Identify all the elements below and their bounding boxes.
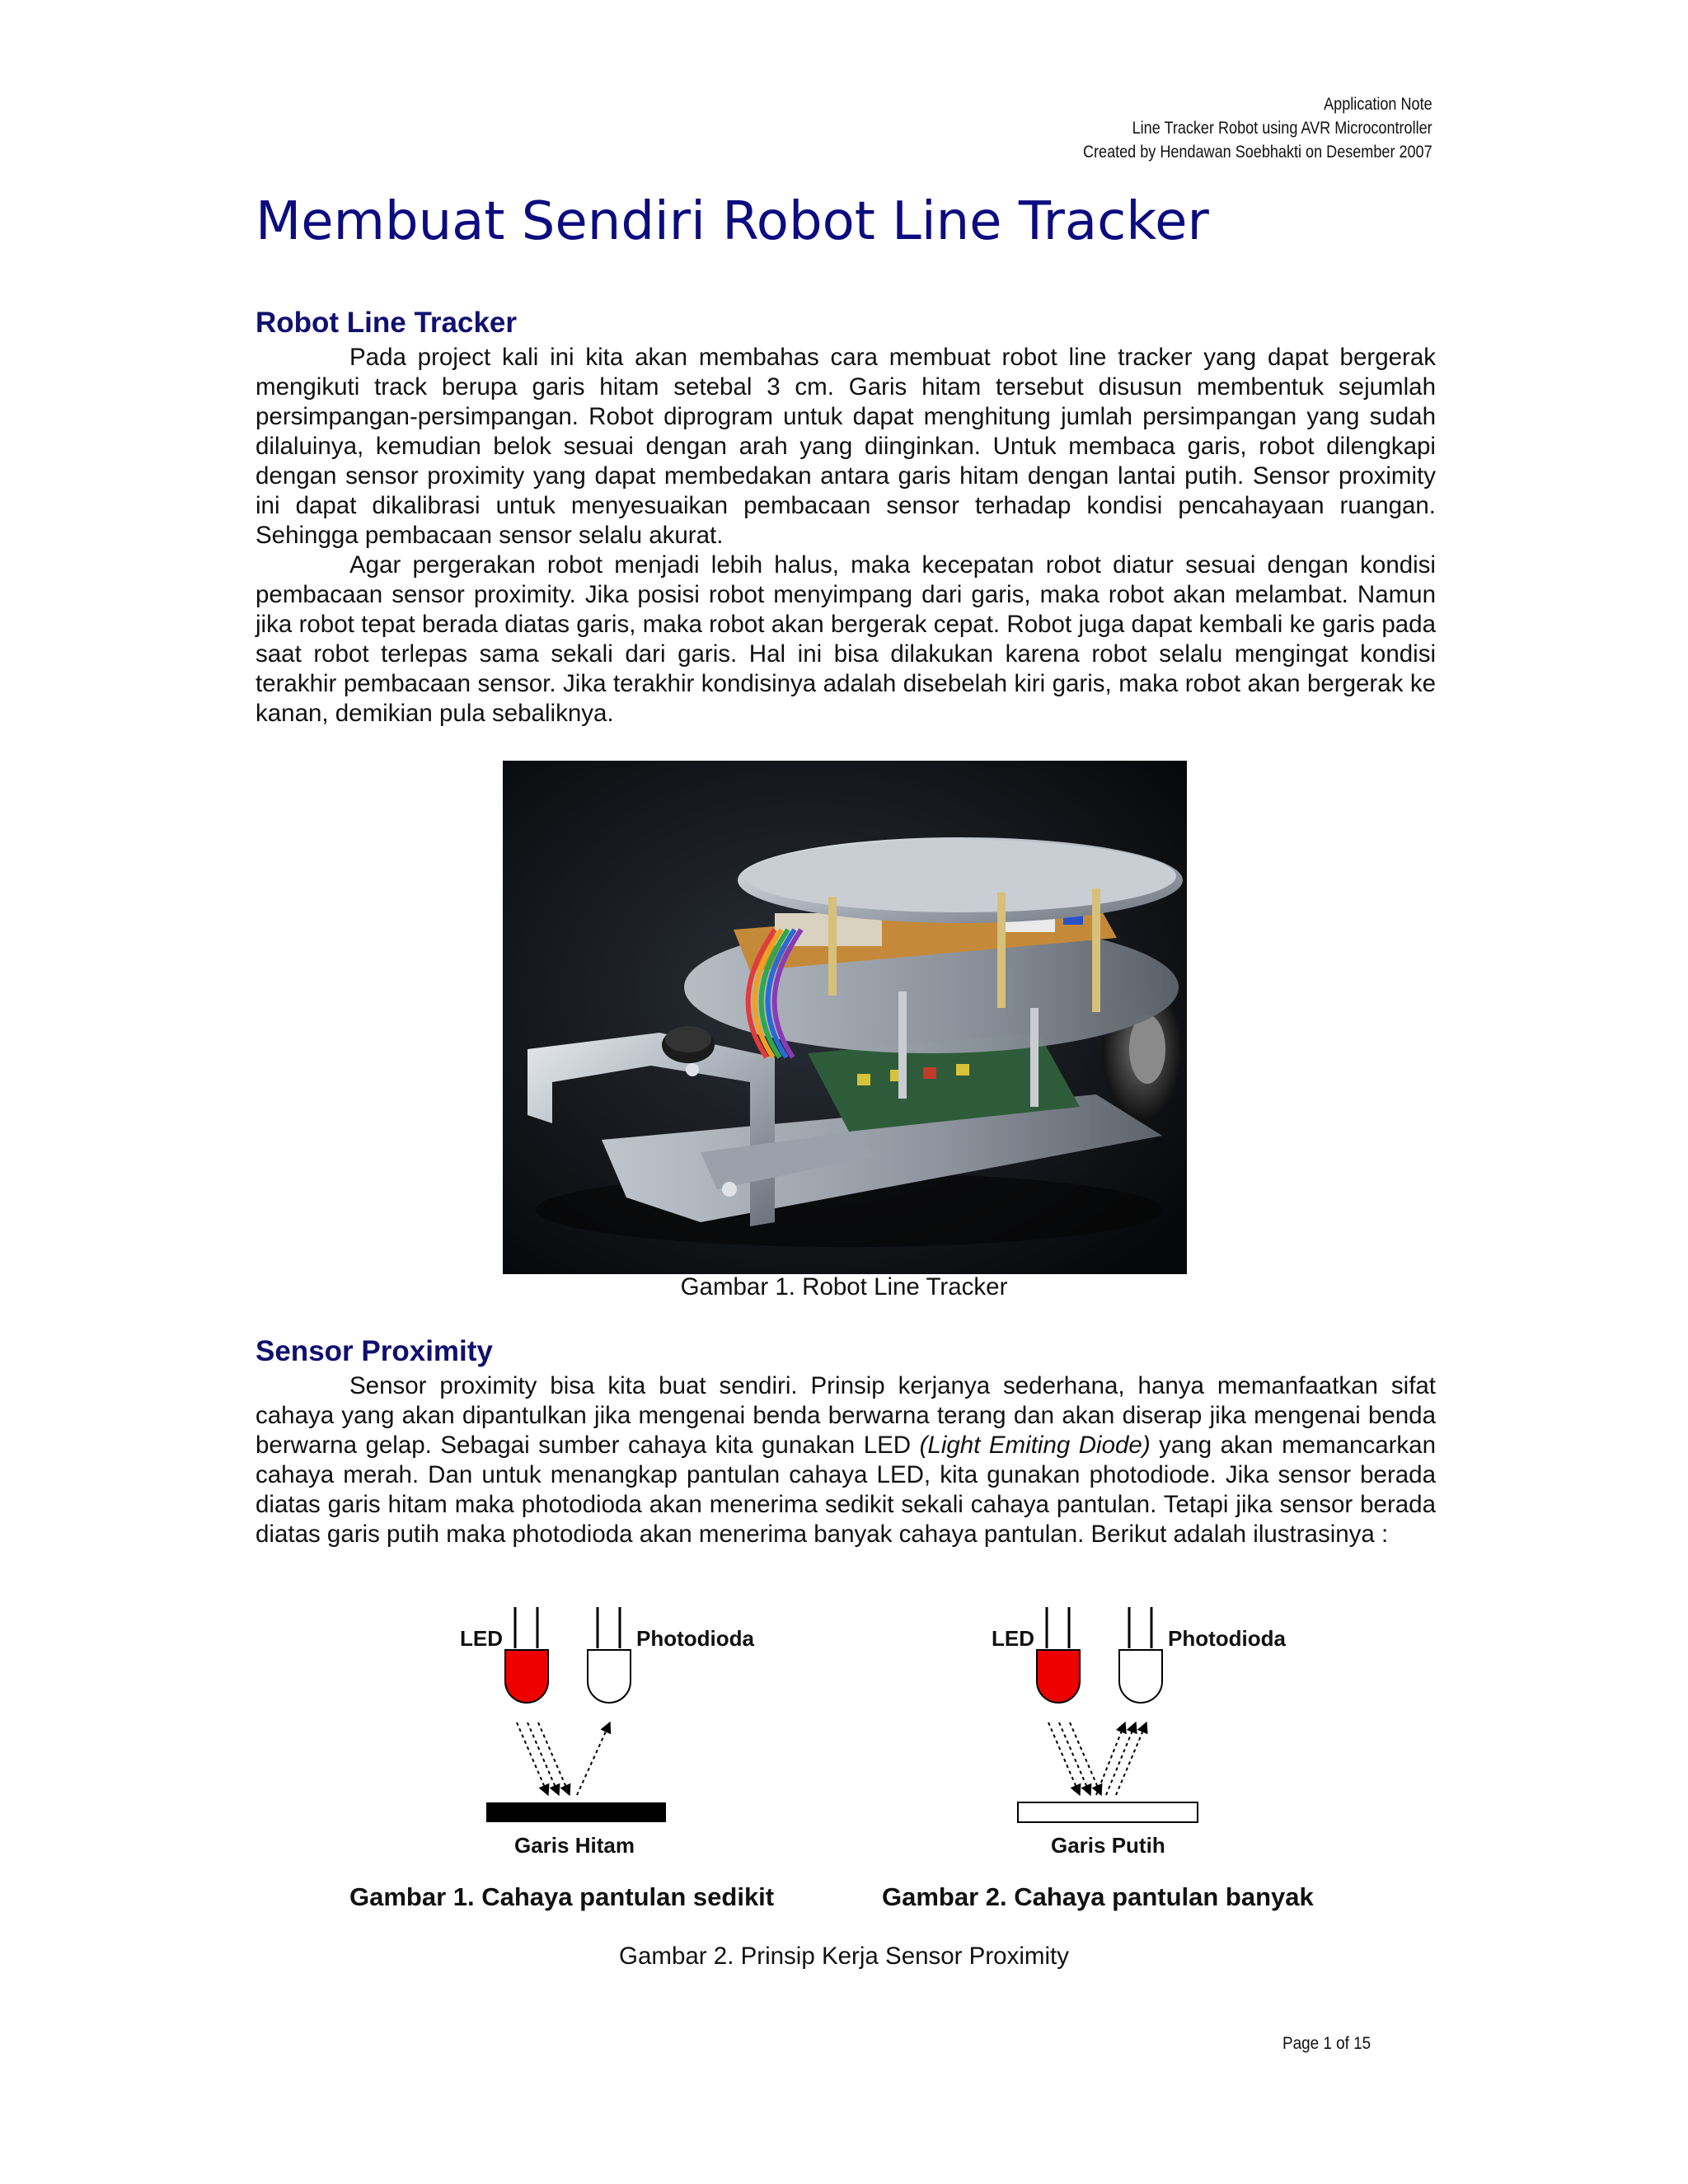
led-label: LED — [992, 1626, 1034, 1651]
paragraph: Sensor proximity bisa kita buat sendiri. Prinsip kerjanya sederhana, hanya memanfaatkan sifat cahaya yang akan dipantulkan jika mengenai benda berwarna terang dan akan diserap jika mengenai benda berwarna gelap. Sebagai sumber cahaya kita gunakan LED (Light Emiting Diode) yang akan memancarkan cahaya merah. Dan untuk menangkap pantulan cahaya LED, kita gunakan photodiode. Jika sensor berada diatas garis hitam maka photodioda akan menerima sedikit sekali cahaya pantulan. Tetapi jika sensor berada diatas garis putih maka photodioda akan menerima banyak cahaya pantulan. Berikut adalah ilustrasinya : — [256, 1372, 1436, 1548]
photodiode-icon — [588, 1650, 631, 1703]
photodiode-label: Photodioda — [1168, 1626, 1286, 1651]
header-line-3: Created by Hendawan Soebhakti on Desember 2007 — [1083, 143, 1432, 162]
header-line-2: Line Tracker Robot using AVR Microcontroller — [1132, 119, 1432, 138]
section-body-robot-line-tracker — [256, 343, 1436, 729]
photodiode-icon — [1119, 1650, 1162, 1703]
paragraph: Agar pergerakan robot menjadi lebih halus, maka kecepatan robot diatur sesuai dengan kondisi pembacaan sensor proximity. Jika posisi robot menyimpang dari garis, maka robot akan melambat. Namun jika robot tepat berada diatas garis, maka robot akan bergerak cepat. Robot juga dapat kembali ke garis pada saat robot terlepas sama sekali dari garis. Hal ini bisa dilakukan karena robot selalu mengingat kondisi terakhir pembacaan sensor. Jika terakhir kondisinya adalah disebelah kiri garis, maka robot akan bergerak ke kanan, demikian pula sebaliknya. — [256, 551, 1436, 727]
figure-1-caption: Gambar 1. Robot Line Tracker — [680, 1273, 1008, 1301]
white-line-surface — [1018, 1802, 1198, 1822]
robot-photo-image — [503, 761, 1187, 1274]
led-red-icon — [1037, 1650, 1080, 1703]
paragraph: Pada project kali ini kita akan membahas cara membuat robot line tracker yang dapat bergerak mengikuti track berupa garis hitam setebal 3 cm. Garis hitam tersebut disusun membentuk sejumlah persimpangan-persimpangan. Robot diprogram untuk dapat menghitung jumlah persimpangan yang sudah dilaluinya, kemudian belok sesuai dengan arah yang diinginkan. Untuk membaca garis, robot dilengkapi dengan sensor proximity yang dapat membedakan antara garis hitam dengan lantai putih. Sensor proximity ini dapat dikalibrasi untuk menyesuaikan pembacaan sensor terhadap kondisi pencahayaan ruangan. Sehingga pembacaan sensor selalu akurat. — [256, 344, 1436, 549]
page-number: Page 1 of 15 — [1282, 2034, 1372, 2053]
led-label: LED — [460, 1626, 503, 1651]
italic-term: (Light Emiting Diode) — [919, 1432, 1151, 1459]
header-line-1: Application Note — [1324, 95, 1432, 114]
document-header — [1083, 92, 1432, 164]
subfigure-1-caption: Gambar 1. Cahaya pantulan sedikit — [349, 1882, 775, 1911]
section-body-sensor-proximity — [256, 1371, 1436, 1549]
document-title: Membuat Sendiri Robot Line Tracker — [256, 191, 1209, 252]
led-red-icon — [505, 1650, 548, 1703]
photodiode-label: Photodioda — [636, 1626, 754, 1651]
section-heading-sensor-proximity: Sensor Proximity — [256, 1335, 493, 1367]
black-line-label: Garis Hitam — [514, 1833, 635, 1858]
figure-2-caption: Gambar 2. Prinsip Kerja Sensor Proximity — [619, 1943, 1069, 1970]
subfigure-2-caption: Gambar 2. Cahaya pantulan banyak — [882, 1882, 1314, 1911]
white-line-label: Garis Putih — [1051, 1833, 1165, 1858]
robot-photo — [503, 761, 1187, 1274]
section-heading-robot-line-tracker: Robot Line Tracker — [256, 307, 518, 339]
black-line-surface — [486, 1802, 666, 1822]
